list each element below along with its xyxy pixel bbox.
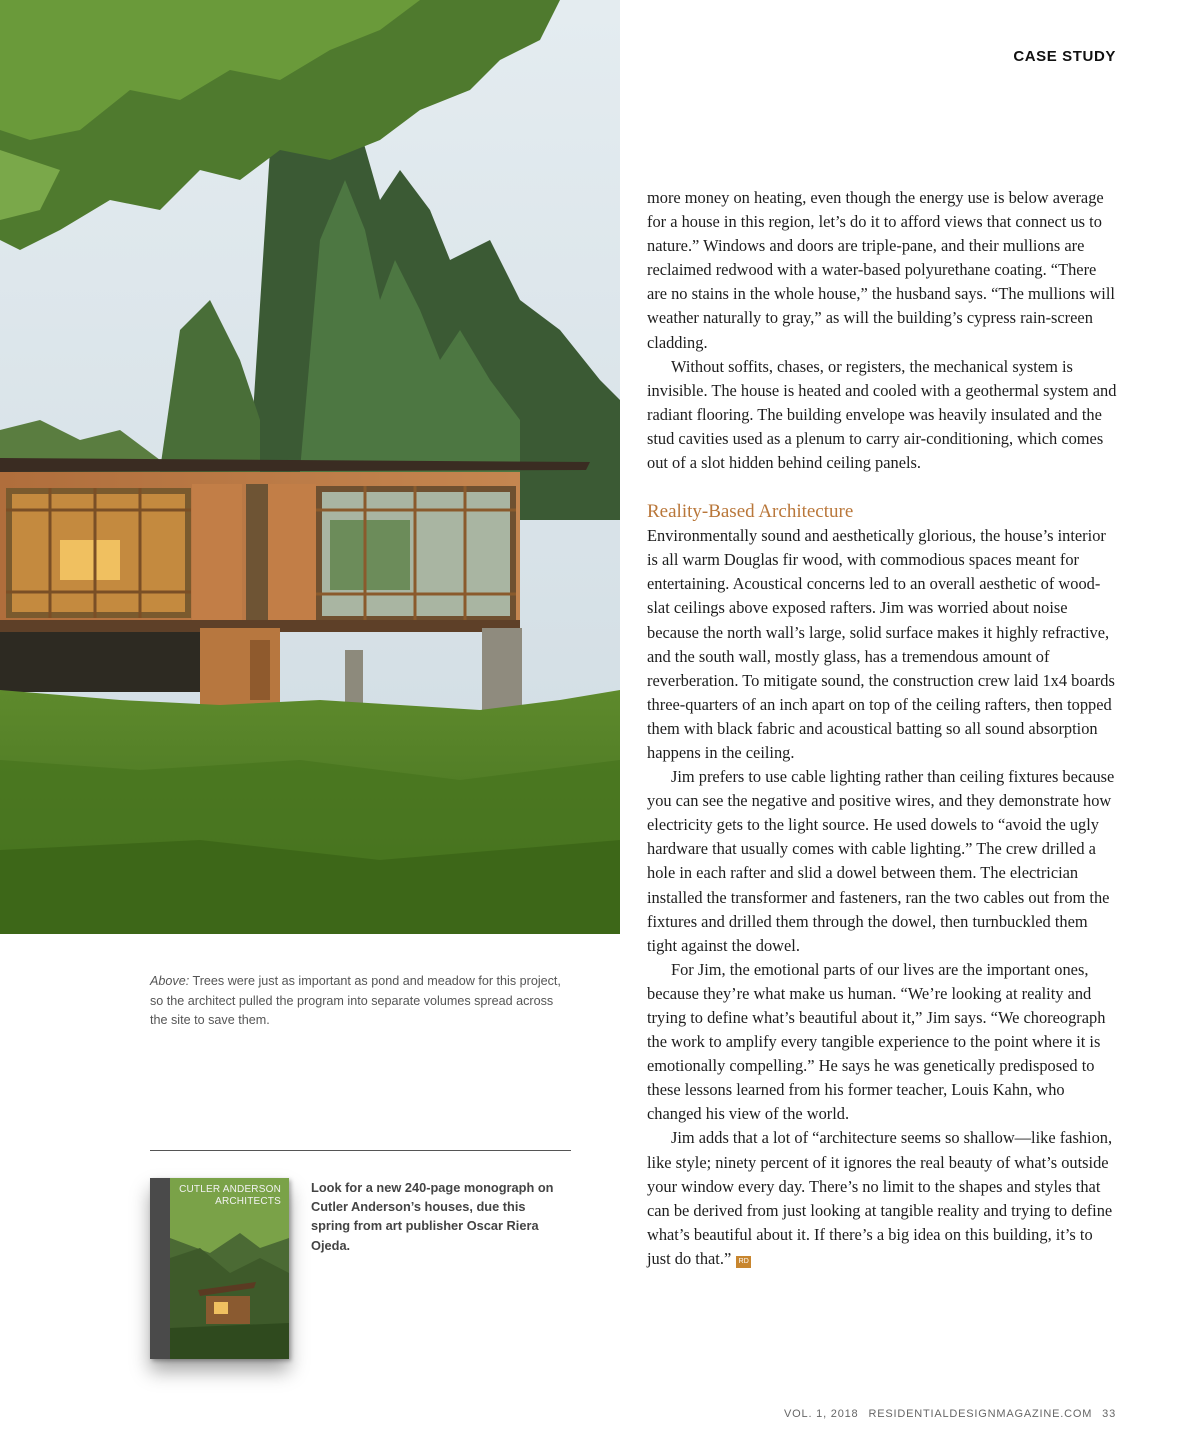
book-title: [171, 1184, 281, 1208]
photo-caption: [150, 972, 570, 1031]
footer-volume: VOL. 1, 2018: [784, 1408, 859, 1420]
paragraph: Without soffits, chases, or registers, the mechanical system is invisible. The house is heated and cooled with a geothermal system and radiant flooring. The building envelope was heavily insulated and the stud cavities used as a plenum to carry air-conditioning, which comes out of a slot hidden behind ceiling panels.: [647, 356, 1117, 473]
paragraph: Environmentally sound and aesthetically glorious, the house’s interior is all warm Douglas fir wood, with commodious spaces meant for entertaining. Acoustical concerns led to an overall aesthetic of wood-slat ceilings above exposed rafters. Jim was worried about noise because the north wall’s large, solid surface makes it highly refractive, and the south wall, mostly glass, has a tremendous amount of reverberation. To mitigate sound, the construction crew laid 1x4 boards three-quarters of an inch apart on top of the ceiling rafters, then topped them with black fabric and acoustical batting so all sound absorption happens in the ceiling.: [647, 526, 1115, 762]
end-mark-icon: RD: [736, 1256, 751, 1268]
section-label: CASE STUDY: [1013, 48, 1116, 65]
paragraph: [647, 1126, 1117, 1271]
book-note: Look for a new 240-page monograph on Cutler Anderson’s houses, due this spring from art publisher Oscar Riera Ojeda.: [311, 1180, 554, 1253]
book-title-line2: ARCHITECTS: [215, 1196, 281, 1207]
book-title-line1: CUTLER ANDERSON: [179, 1184, 281, 1195]
divider: [150, 1150, 571, 1151]
book-spine: [150, 1178, 170, 1359]
book-cover-image: [150, 1178, 289, 1359]
caption-text: Trees were just as important as pond and meadow for this project, so the architect pulled the program into separate volumes spread across the site to save them.: [150, 974, 561, 1027]
paragraph: For Jim, the emotional parts of our lives are the important ones, because they’re what make us human. “We’re looking at reality and trying to define what’s beautiful about it,” Jim says. “We choreograph the work to amplify every tangible experience to the point where it is emotionally compelling.” He says he was genetically predisposed to these lessons learned from his former teacher, Louis Kahn, who changed his view of the world.: [647, 959, 1106, 1124]
subhead: Reality-Based Architecture: [647, 501, 854, 523]
caption-lead: Above:: [150, 974, 190, 988]
paragraph: more money on heating, even though the energy use is below average for a house in this region, let’s do it to afford views that connect us to nature.” Windows and doors are triple-pane, and their mullions are reclaimed redwood with a water-based polyurethane coating. “There are no stains in the whole house,” the husband says. “The mullions will weather naturally to gray,” as will the building’s cypress rain-screen cladding.: [647, 188, 1115, 352]
page-number: 33: [1102, 1408, 1116, 1420]
paragraph-text: Jim adds that a lot of “architecture seems so shallow—like fashion, like style; ninety percent of it ignores the real beauty of what’s outside your window every day. There’s no limit to the shapes and styles that can be derived from just looking at tangible reality and trying to define what’s beautiful about it. If there’s a big idea on this building, it’s to just do that.”: [647, 1128, 1113, 1268]
footer-site: RESIDENTIALDESIGNMAGAZINE.COM: [868, 1408, 1093, 1420]
paragraph: Jim prefers to use cable lighting rather than ceiling fixtures because you can see the negative and positive wires, and they demonstrate how electricity gets to the light source. He used dowels to “avoid the ugly hardware that usually comes with cable lighting.” The crew drilled a hole in each rafter and slid a dowel between them. The electrician installed the transformer and fasteners, ran the two cables out from the fixtures and drilled them through the dowel, then turnbuckled them tight against the dowel.: [647, 767, 1115, 955]
article-body: [647, 186, 1117, 1271]
page-footer: [774, 1408, 1116, 1420]
house-in-forest-photo: [0, 0, 620, 934]
